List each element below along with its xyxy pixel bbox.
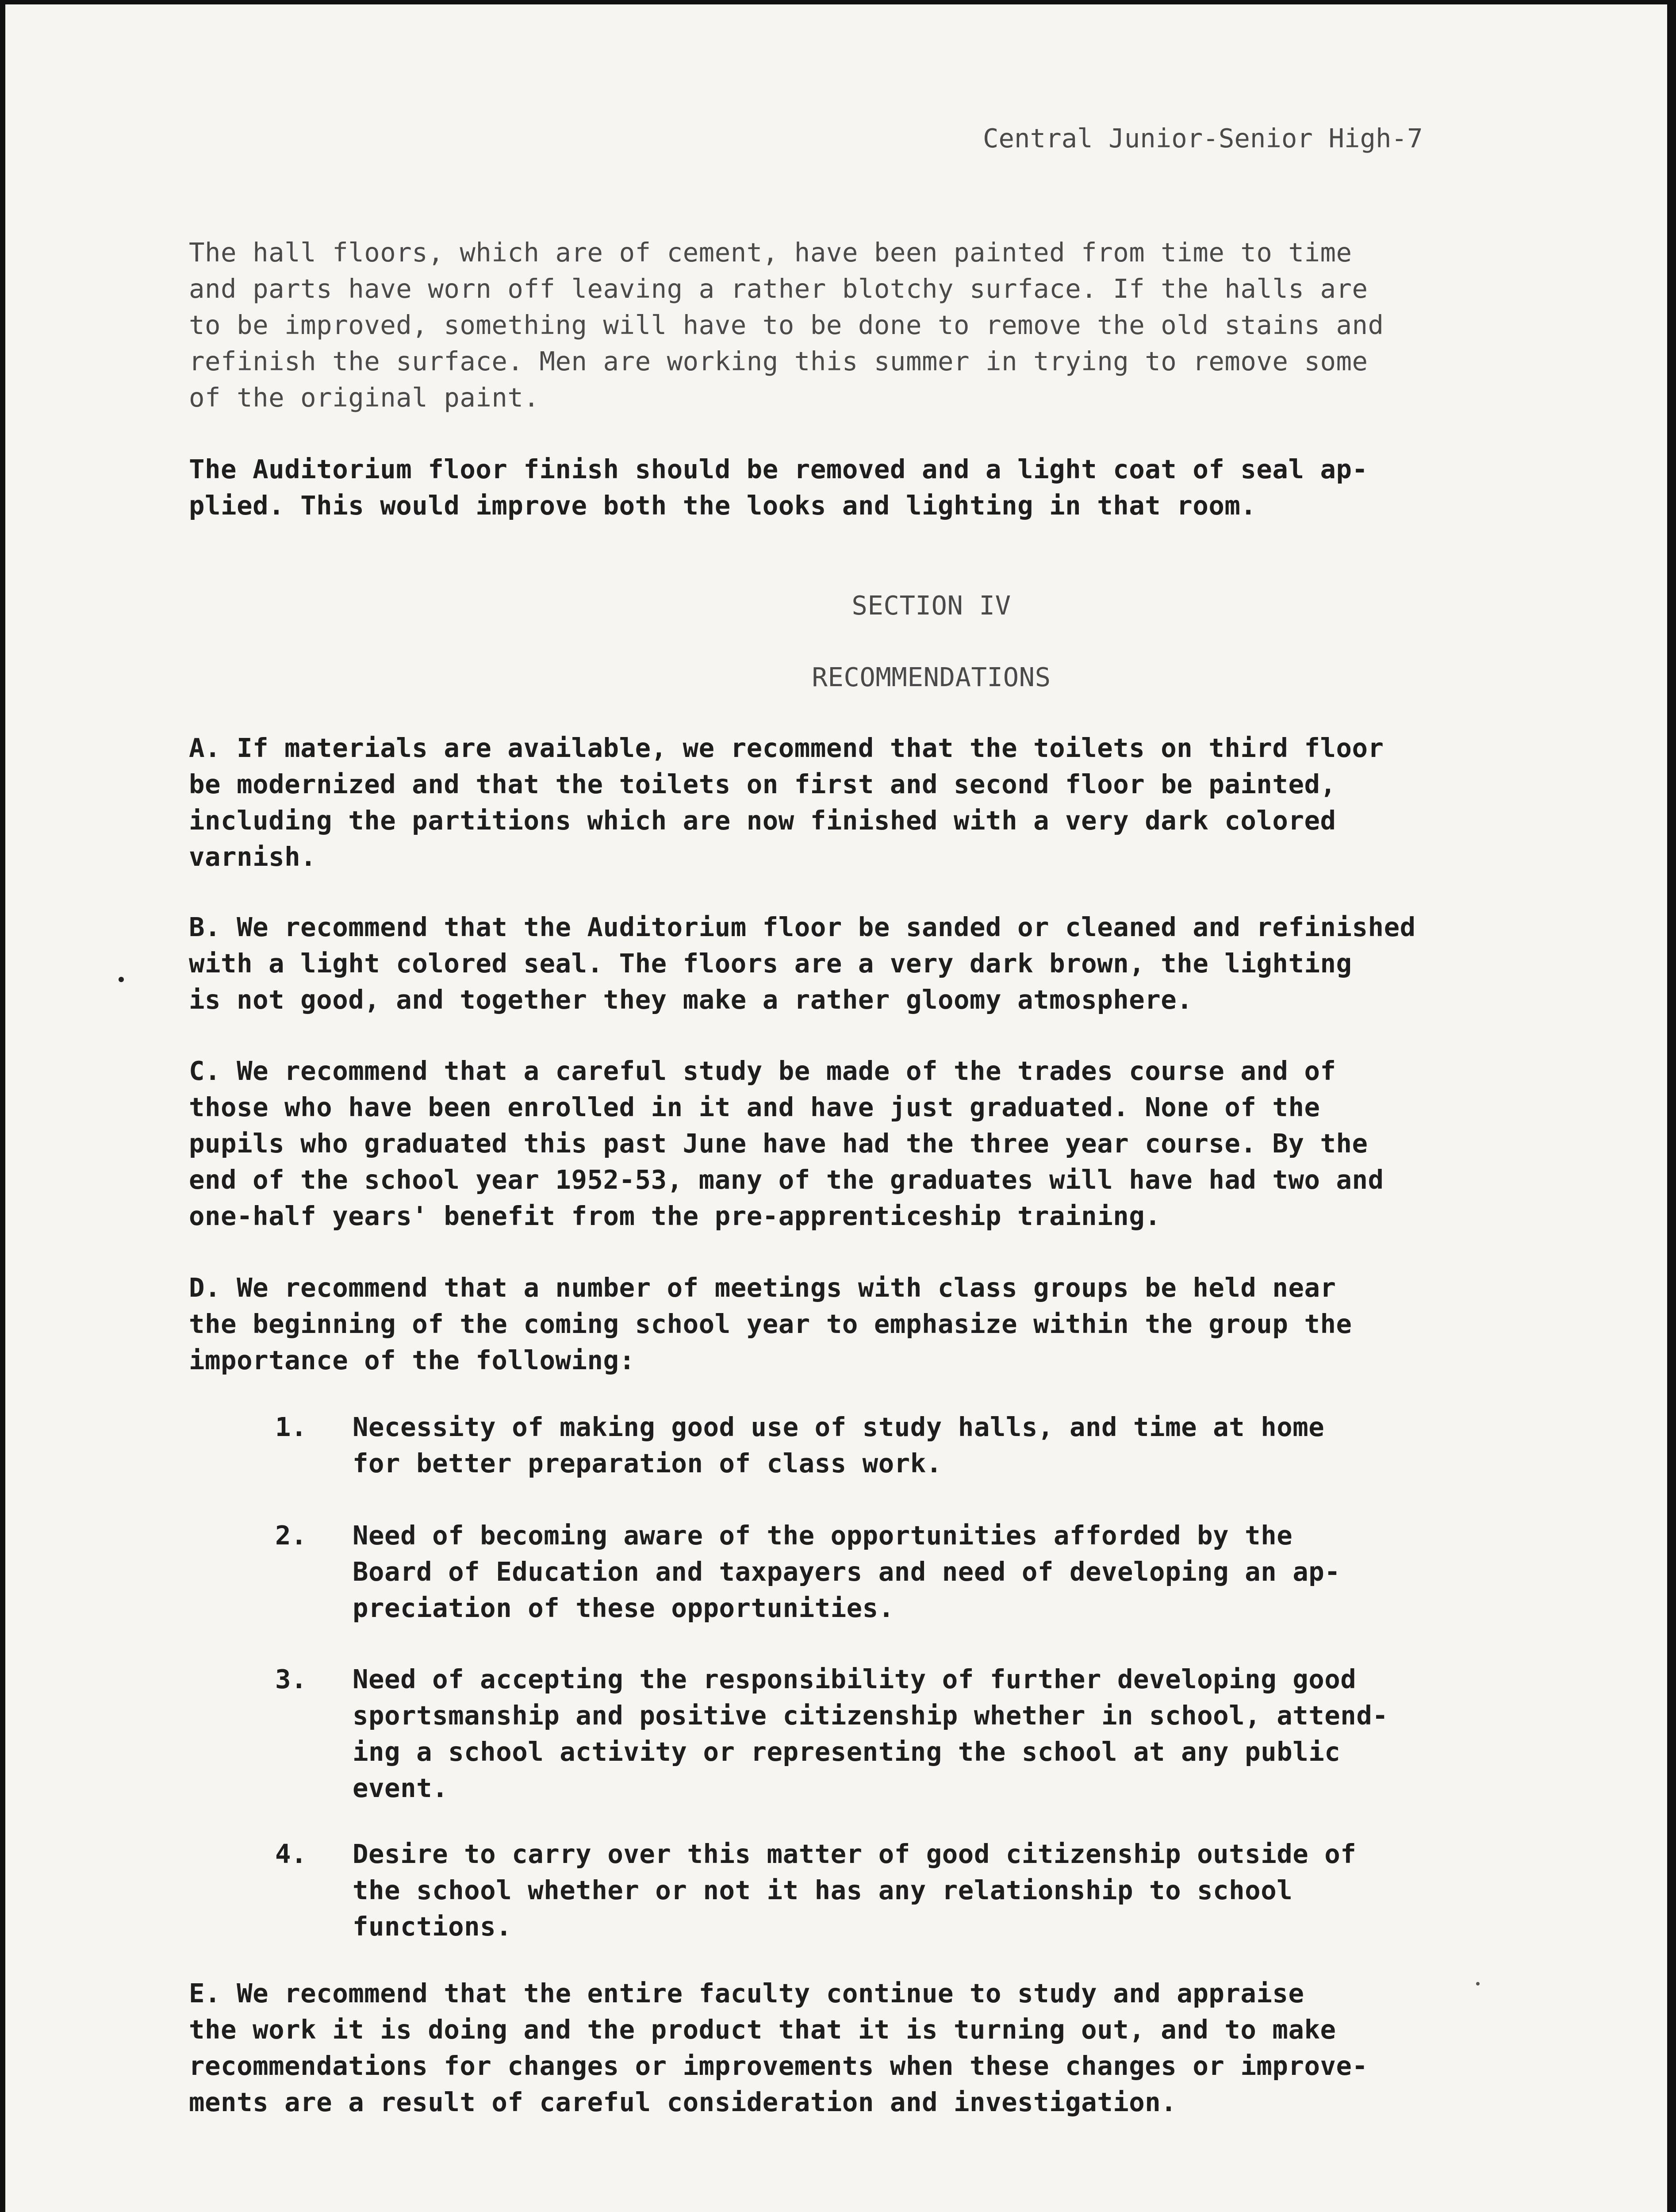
recommendation-e-label: E.	[189, 1978, 221, 2008]
recommendation-a-label: A.	[189, 733, 221, 763]
recommendation-e	[189, 1975, 1368, 2120]
recommendation-d-label: D.	[189, 1272, 221, 1303]
sub-item-2-number: 2.	[275, 1520, 307, 1551]
recommendation-a	[189, 730, 1384, 875]
sub-item-2-text: Need of becoming aware of the opportunities afforded by the Board of Education and taxpayers and need of developing an ap- preciation of these opportunities.	[353, 1520, 1341, 1623]
recommendation-b-label: B.	[189, 912, 221, 942]
sub-item-1-number: 1.	[275, 1412, 307, 1442]
sub-item-1-text: Necessity of making good use of study halls, and time at home for better preparation of class work.	[353, 1412, 1325, 1479]
sub-item-3-text: Need of accepting the responsibility of further developing good sportsmanship and positive citizenship whether in school, attend- ing a school activity or representing the school at any public event.	[353, 1664, 1388, 1803]
sub-item-3-number: 3.	[275, 1664, 307, 1694]
section-title: RECOMMENDATIONS	[812, 662, 1051, 692]
intro-paragraph-hall-floors: The hall floors, which are of cement, have been painted from time to time and parts have worn off leaving a rather blotchy surface. If the halls are to be improved, something will have to be done to remove the old stains and refinish the surface. Men are working this summer in trying to remove some of the original paint.	[189, 237, 1384, 413]
recommendation-e-text: We recommend that the entire faculty continue to study and appraise the work it is doing and the product that it is turning out, and to make recommendations for changes or improvements when these changes or improve- ments are a result of careful consideration and investigation.	[189, 1978, 1368, 2117]
section-number: SECTION IV	[851, 590, 1011, 621]
recommendation-a-text: If materials are available, we recommend that the toilets on third floor be modernized and that the toilets on first and second floor be painted, including the partitions which are now finished with a very dark colored varnish.	[189, 733, 1384, 872]
sub-item-4-number: 4.	[275, 1839, 307, 1869]
recommendation-b-text: We recommend that the Auditorium floor be sanded or cleaned and refinished with a light colored seal. The floors are a very dark brown, the lighting is not good, and together they make a rather gloomy atmosphere.	[189, 912, 1416, 1015]
recommendation-b	[189, 909, 1416, 1018]
recommendation-c-label: C.	[189, 1056, 221, 1086]
stray-mark	[119, 977, 124, 982]
running-header: Central Junior-Senior High-7	[983, 123, 1423, 154]
recommendation-c-text: We recommend that a careful study be made of the trades course and of those who have been enrolled in it and have just graduated. None of the pupils who graduated this past June have had the three year course. By the end of the school year 1952-53, many of the graduates will have had two and one-half years' benefit from the pre-apprenticeship training.	[189, 1056, 1384, 1231]
recommendation-d	[189, 1270, 1352, 1379]
intro-paragraph-auditorium: The Auditorium floor finish should be removed and a light coat of seal ap- plied. This would improve both the looks and lighting in that room.	[189, 454, 1368, 521]
document-page	[5, 4, 1667, 2212]
sub-item-4-text: Desire to carry over this matter of good citizenship outside of the school whether or not it has any relationship to school functions.	[353, 1839, 1357, 1942]
recommendation-d-text: We recommend that a number of meetings with class groups be held near the beginning of the coming school year to emphasize within the group the importance of the following:	[189, 1272, 1352, 1375]
stray-mark	[1476, 1982, 1480, 1985]
recommendation-c	[189, 1053, 1384, 1234]
